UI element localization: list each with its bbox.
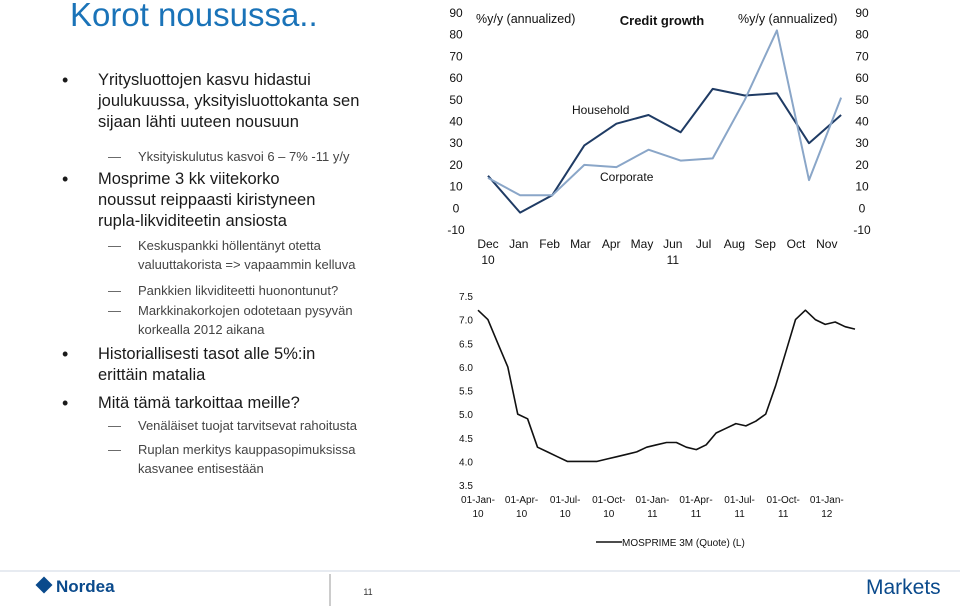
bullet-item: • Historiallisesti tasot alle 5%:in erittäin matalia	[98, 344, 348, 386]
mos-x-tick-label: 01-Jan-	[461, 495, 495, 506]
y-tick-label-right: 50	[855, 92, 869, 107]
y-tick-label-right: 0	[858, 201, 866, 216]
y-tick-label-right: -10	[853, 223, 871, 237]
x-tick-label: Dec	[477, 237, 499, 251]
mos-x-tick-label-year: 11	[778, 509, 789, 520]
sub-bullet-item: — Ruplan merkitys kauppasopimuksissa kasvanee entisestään	[138, 440, 378, 478]
mos-y-tick-label: 4.5	[459, 433, 473, 445]
x-tick-label: Nov	[816, 237, 838, 251]
mos-x-tick-label: 01-Jul-	[724, 495, 755, 506]
y-tick-label: 10	[449, 179, 463, 194]
brand-nordea: Nordea	[56, 577, 115, 596]
mosprime-series-line	[478, 310, 855, 461]
mos-y-tick-label: 7.5	[459, 292, 473, 303]
mos-x-tick-label: 01-Jul-	[549, 495, 581, 506]
slide-title: Korot nousussa..	[70, 0, 318, 33]
mos-x-tick-label: 01-Jan-	[635, 495, 670, 506]
y-tick-label-right: 20	[855, 157, 869, 172]
series-label-household: Household	[572, 103, 630, 117]
x-tick-label: May	[630, 237, 654, 251]
y-tick-label: 20	[449, 157, 463, 172]
mos-y-tick-label: 4.0	[459, 457, 473, 469]
y-tick-label: -10	[447, 223, 465, 237]
y-tick-label: 40	[449, 114, 463, 129]
y-tick-label-right: 90	[855, 6, 869, 20]
mos-x-tick-label-year: 12	[821, 509, 833, 520]
mos-x-tick-label: 01-Oct-	[766, 495, 800, 506]
y-tick-label-right: 40	[855, 114, 869, 129]
mos-x-tick-label-year: 11	[647, 509, 658, 520]
x-tick-label-year: 10	[481, 253, 495, 267]
x-tick-label: Jan	[509, 237, 529, 251]
y-tick-label: 0	[452, 201, 460, 216]
y-tick-label: 90	[449, 6, 463, 20]
mos-y-tick-label: 6.0	[459, 362, 473, 374]
mos-y-tick-label: 6.5	[459, 339, 473, 351]
bullet-item: • Mosprime 3 kk viitekorko noussut reippaasti kiristyneen rupla-likviditeetin ansiosta	[98, 169, 338, 232]
ylabel-right: %y/y (annualized)	[738, 12, 838, 26]
x-tick-label: Oct	[786, 237, 806, 251]
x-tick-label: Mar	[570, 237, 591, 251]
mos-x-tick-label-year: 10	[516, 509, 528, 520]
x-tick-label: Feb	[539, 237, 560, 251]
y-tick-label: 80	[449, 27, 463, 42]
y-tick-label-right: 70	[855, 49, 869, 64]
bullet-item: • Mitä tämä tarkoittaa meille?	[98, 393, 398, 414]
mos-x-tick-label: 01-Oct-	[592, 495, 626, 506]
mos-y-tick-label: 7.0	[459, 315, 473, 327]
sub-bullet-item: — Markkinakorkojen odotetaan pysyvän korkealla 2012 aikana	[138, 301, 388, 339]
x-tick-label: Apr	[601, 237, 621, 251]
bullet-item: • Yritysluottojen kasvu hidastui joulukuussa, yksityisluottokanta sen sijaan lähti uuteen nousuun	[98, 70, 388, 133]
x-tick-label: Aug	[723, 237, 746, 251]
series-label-corporate: Corporate	[600, 170, 654, 184]
footer	[0, 571, 960, 606]
series-line-household	[488, 89, 841, 213]
x-tick-label-year: 11	[666, 253, 680, 267]
ylabel-left: %y/y (annualized)	[476, 12, 576, 26]
mos-x-tick-label-year: 10	[559, 509, 571, 520]
y-tick-label: 50	[449, 92, 463, 107]
x-tick-label: Jul	[695, 237, 712, 251]
sub-bullet-item: — Pankkien likviditeetti huonontunut?	[138, 281, 438, 300]
brand-markets: Markets	[866, 576, 941, 599]
mos-y-tick-label: 3.5	[459, 481, 473, 492]
x-tick-label: Jun	[663, 237, 683, 251]
y-tick-label: 30	[449, 136, 463, 151]
series-line-corporate	[488, 30, 841, 195]
sub-bullet-item: — Yksityiskulutus kasvoi 6 – 7% -11 y/y	[138, 147, 438, 166]
mos-x-tick-label-year: 11	[690, 509, 702, 520]
y-tick-label-right: 30	[855, 136, 869, 151]
mos-x-tick-label: 01-Apr-	[679, 495, 713, 506]
mos-x-tick-label: 01-Jan-	[809, 495, 844, 506]
y-tick-label: 60	[449, 71, 463, 86]
x-tick-label: Sep	[754, 237, 776, 251]
mos-x-tick-label-year: 10	[472, 509, 484, 520]
mos-y-tick-label: 5.5	[459, 386, 473, 398]
legend-mosprime: MOSPRIME 3M (Quote) (L)	[622, 538, 745, 549]
mos-x-tick-label: 01-Apr-	[504, 495, 539, 506]
page-number: 11	[363, 587, 373, 597]
y-tick-label-right: 10	[855, 179, 869, 194]
y-tick-label-right: 60	[855, 71, 869, 86]
y-tick-label: 70	[449, 49, 463, 64]
nordea-logo-mark	[36, 577, 53, 594]
y-tick-label-right: 80	[855, 27, 869, 42]
sub-bullet-item: — Venäläiset tuojat tarvitsevat rahoitusta	[138, 416, 438, 435]
chart-title: Credit growth	[619, 13, 705, 28]
sub-bullet-item: — Keskuspankki höllentänyt otetta valuuttakorista => vapaammin kelluva	[138, 236, 398, 274]
mos-x-tick-label-year: 11	[734, 509, 745, 520]
mos-y-tick-label: 5.0	[459, 410, 473, 422]
mos-x-tick-label-year: 10	[603, 509, 615, 520]
